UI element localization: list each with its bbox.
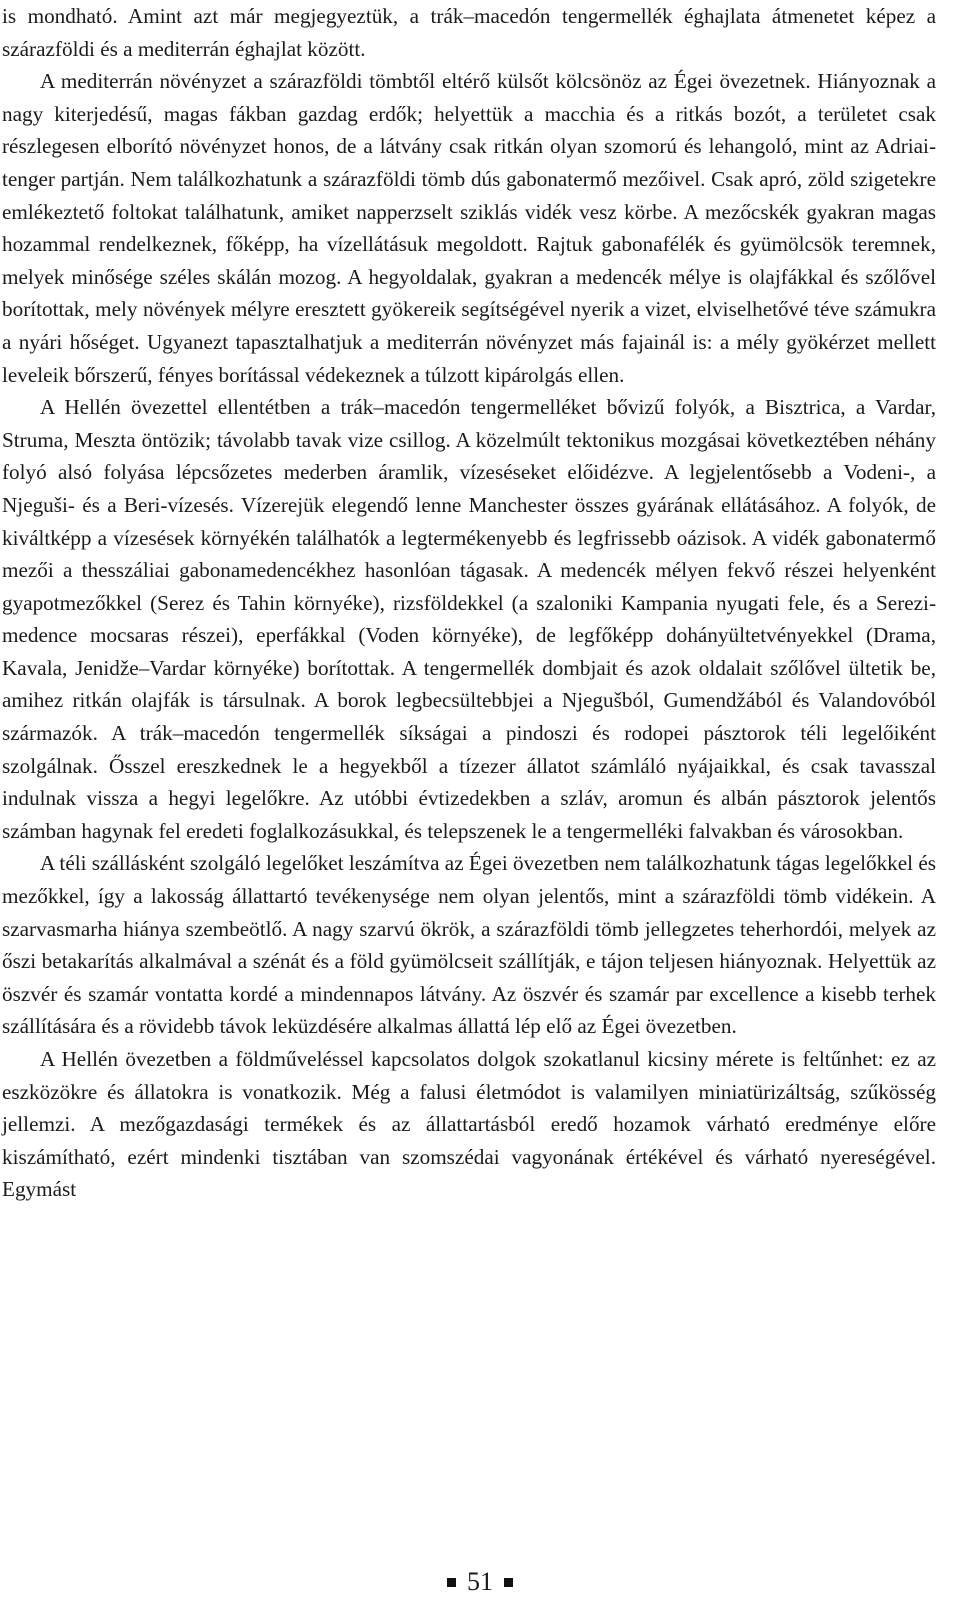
paragraph-rivers-and-crops: A Hellén övezettel ellentétben a trák–macedón tengermelléket bővizű folyók, a Bisztrica, a Vardar, Struma, Meszta öntözik; távolabb tavak vize csillog. A közelmúlt tektonikus mozgásai következtében néhány folyó alsó folyása lépcsőzetes mederben áramlik, vízeséseket előidézve. A legjelentősebb a Vodeni-, a Njeguši- és a Beri-vízesés. Vízerejük elegendő lenne Manchester összes gyárának ellátásához. A folyók, de kiváltképp a vízesések környékén találhatók a legtermékenyebb és legfrissebb oázisok. A vidék gabonatermő mezői a thesszáliai gabonamedencékhez hasonlóan tágasak. A medencék mélyen fekvő részei helyenként gyapotmezőkkel (Serez és Tahin környéke), rizsföldekkel (a szaloniki Kampania nyugati fele, és a Serezi-medence mocsaras részei), eperfákkal (Voden környéke), de legfőképp dohányültetvényekkel (Drama, Kavala, Jenidže–Vardar környéke) borítottak. A tengermellék dombjait és azok oldalait szőlővel ültetik be, amihez ritkán olajfák is társulnak. A borok legbecsültebbjei a Njegušból, Gumendžából és Valandovóból származók. A trák–macedón tengermellék síkságai a pindoszi és rodopei pásztorok téli legelőiként szolgálnak. Ősszel ereszkednek le a hegyekből a tízezer állatot számláló nyájaikkal, és csak tavasszal indulnak vissza a hegyi legelőkre. Az utóbbi évtizedekben a szláv, aromun és albán pásztorok jelentős számban hagynak fel eredeti foglalkozásukkal, és telepszenek le a tengermelléki falvakban és városokban.: [2, 395, 936, 843]
paragraph-continuation: is mondható. Amint azt már megjegyeztük, a trák–macedón tengermellék éghajlata átmenetet képez a szárazföldi és a mediterrán éghajlat között.: [2, 4, 936, 61]
paragraph-livestock: A téli szállásként szolgáló legelőket leszámítva az Égei övezetben nem találkozhatunk tágas legelőkkel és mezőkkel, így a lakosság állattartó tevékenysége nem olyan jelentős, mint a szárazföldi tömb vidékein. A szarvasmarha hiánya szembeötlő. A nagy szarvú ökrök, a szárazföldi tömb jellegzetes teherhordói, melyek az őszi betakarítás alkalmával a szénát és a föld gyümölcseit szállítják, e tájon teljesen hiányoznak. Helyettük az öszvér és szamár vontatta kordé a mindennapos látvány. Az öszvér és szamár par excellence a kisebb terhek szállítására és a rövidebb távok leküzdésére alkalmas állattá lép elő az Égei övezetben.: [2, 851, 937, 1039]
page-footer: [0, 1566, 960, 1598]
paragraph-small-scale-farming: A Hellén övezetben a földműveléssel kapcsolatos dolgok szokatlanul kicsiny mérete is feltűnhet: ez az eszközökre és állatokra is vonatkozik. Még a falusi életmódot is valamilyen miniatürizáltság, szűkösség jellemzi. A mezőgazdasági termékek és az állattartásból eredő hozamok várható eredménye előre kiszámítható, ezért mindenki tisztában van szomszédai vagyonának értékével és várható nyereségével. Egymást: [2, 1047, 936, 1202]
square-ornament-icon: [504, 1578, 513, 1587]
square-ornament-icon: [447, 1578, 456, 1587]
body-text: [2, 0, 936, 1206]
paragraph-mediterranean-vegetation: A mediterrán növényzet a szárazföldi tömbtől eltérő külsőt kölcsönöz az Égei övezetnek. Hiányoznak a nagy kiterjedésű, magas fákban gazdag erdők; helyettük a macchia és a ritkás bozót, a területet csak részlegesen elborító növényzet honos, de a látvány csak ritkán olyan szomorú és lehangoló, mint az Adriai-tenger partján. Nem találkozhatunk a szárazföldi tömb dús gabonatermő mezőivel. Csak apró, zöld szigetekre emlékeztető foltokat találhatunk, amiket napperzselt sziklás vidék vesz körbe. A mezőcskék gyakran magas hozammal rendelkeznek, főképp, ha vízellátásuk megoldott. Rajtuk gabonafélék és gyümölcsök teremnek, melyek minősége széles skálán mozog. A hegyoldalak, gyakran a medencék mélye is olajfákkal és szőlővel borítottak, mely növények mélyre eresztett gyökereik segítségével nyerik a vizet, elviselhetővé téve számukra a nyári hőséget. Ugyanezt tapasztalhatjuk a mediterrán növényzet más fajainál is: a mély gyökérzet mellett leveleik bőrszerű, fényes borítással védekeznek a túlzott kipárolgás ellen.: [2, 69, 936, 387]
page-number: 51: [467, 1567, 493, 1596]
